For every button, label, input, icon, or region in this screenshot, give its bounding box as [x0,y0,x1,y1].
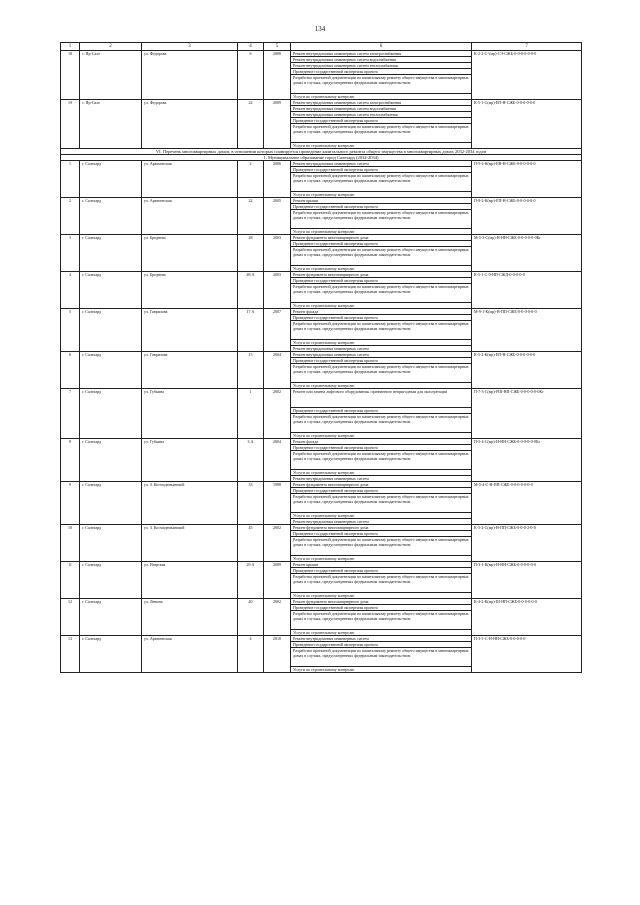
work-type-cell: Ремонт крыши [291,198,472,204]
settlement-cell: г. Салехард [80,636,142,673]
settlement-cell: г. Салехард [80,482,142,525]
house-number-cell: 48 А [238,272,264,309]
work-type-cell: Ремонт внутридомовых инженерных систем теплоснабжения [291,63,472,69]
house-code-cell: М-9-1-К(мр)-Н-ПП-СЖБ-0-0-0-0-0-0 [472,309,582,352]
section-title-row-cell: VI. Перечень многоквартирных домов, в отношении которых планируется проведение капитального ремонта общего имущества в многоквартирных домах 2032-2034 годов [61,149,582,155]
house-code-cell: М-5-3-С(мр)-Н-НН-СЖБ-0-0-0-0-0-0Кг [472,235,582,272]
table-body [61,43,582,673]
house-number-cell: 1 [238,389,264,439]
house-number-cell: 24 [238,100,264,149]
work-type-cell: Разработка проектной документации по капитальному ремонту общего имущества в многоквартирных домах в случаях, предусмотренных федеральным законодательством [291,648,472,667]
house-number-cell: 6 [238,51,264,100]
work-type-cell: Услуги по строительному контролю [291,630,472,636]
row-number-cell: 10 [61,525,80,562]
street-cell: ул. Игарская [142,562,238,599]
subsection-title-row-cell: 1. Муниципальное образование город Салехард (2032-2034) [61,155,582,161]
street-cell: ул. З. Космодемьянской [142,482,238,525]
work-type-cell: Услуги по строительному контролю [291,383,472,389]
house-number-cell: 45 [238,525,264,562]
house-number-cell: 4 [238,636,264,673]
work-type-cell: Услуги по строительному контролю [291,433,472,439]
row-number-cell: 1 [61,161,80,198]
house-code-cell: П-7-3-С(мр)-РШ-НП-СЖБ-0-0-0-0-0-0Кг [472,389,582,439]
street-cell: ул. Арктическая [142,198,238,235]
street-cell: ул. Гаврилова [142,309,238,352]
row-number-cell: 18 [61,51,80,100]
row-number-cell: 19 [61,100,80,149]
house-code-cell: К-4-2-К(мр)-Ш-НП-СЖБ-0-0-0-0-0-0 [472,599,582,636]
year-cell: 2007 [264,309,291,352]
house-number-cell: 15 [238,352,264,389]
work-type-cell: Ремонт фундамента многоквартирного дома [291,272,472,278]
work-type-cell: Ремонт внутридомовых инженерных систем [291,476,472,482]
work-type-cell: Проведение государственной экспертизы проекта [291,642,472,648]
work-type-cell: Услуги по строительному контролю [291,513,472,519]
work-type-cell: Проведение государственной экспертизы проекта [291,167,472,173]
house-code-cell: П-5-4-С(мр)-Н-НН-СЖБ-0-0-0-0-0-0Кг [472,439,582,482]
house-code-cell: К-5-2-К(мр)-ЕП-Н-СЖБ-0-0-0-0-0-0 [472,352,582,389]
work-type-cell: Услуги по строительному контролю [291,593,472,599]
year-cell: 2006 [264,161,291,198]
column-number-row [61,43,582,51]
row-number-cell: 2 [61,198,80,235]
row-number-cell: 6 [61,352,80,389]
work-type-cell: Ремонт внутридомовых инженерных систем электроснабжения [291,100,472,106]
house-code-cell: П-3-1-С-Н-НН-СЖБ-0-0-0-0-0 [472,636,582,673]
year-cell: 2002 [264,389,291,439]
work-type-cell: Проведение государственной экспертизы проекта [291,204,472,210]
street-cell: ул. Федорова [142,51,238,100]
work-type-cell: Разработка проектной документации по капитальному ремонту общего имущества в многоквартирных домах в случаях, предусмотренных федеральным законодательством [291,537,472,556]
work-type-cell: Ремонт внутридомовых инженерных систем электроснабжения [291,51,472,57]
column-header: 6 [291,43,472,51]
work-type-cell: Разработка проектной документации по капитальному ремонту общего имущества в многоквартирных домах в случаях, предусмотренных федеральным законодательством [291,451,472,470]
work-type-cell: Проведение государственной экспертизы проекта [291,315,472,321]
table-row [61,636,582,642]
house-number-cell: 3 А [238,439,264,482]
table-row [61,51,582,57]
work-type-cell: Разработка проектной документации по капитальному ремонту общего имущества в многоквартирных домах в случаях, предусмотренных федеральным законодательством [291,210,472,229]
work-type-cell: Проведение государственной экспертизы проекта [291,278,472,284]
house-number-cell: 22 [238,198,264,235]
year-cell: 2003 [264,272,291,309]
row-number-cell: 3 [61,235,80,272]
work-type-cell: Проведение государственной экспертизы проекта [291,488,472,494]
house-code-cell: К-2-2-С^(мр)-СЭ-СЖБ-0-0-0-0-0-0-0 [472,51,582,100]
table-row [61,272,582,278]
settlement-cell: г. Салехард [80,599,142,636]
work-type-cell: Услуги по строительному контролю [291,266,472,272]
column-header: 5 [264,43,291,51]
house-code-cell: К-5-1-С-0-НП-СЖД-0-0-0-0-0 [472,272,582,309]
table-row [61,100,582,106]
work-type-cell: Услуги по строительному контролю [291,470,472,476]
work-type-cell: Разработка проектной документации по капитальному ремонту общего имущества в многоквартирных домах в случаях, предусмотренных федеральным законодательством [291,124,472,143]
work-type-cell: Разработка проектной документации по капитальному ремонту общего имущества в многоквартирных домах в случаях, предусмотренных федеральным законодательством [291,364,472,383]
street-cell: ул. Федорова [142,100,238,149]
work-type-cell: Ремонт внутридомовых инженерных систем водоснабжения [291,106,472,112]
table-row [61,352,582,358]
house-number-cell: 29 А [238,562,264,599]
street-cell: ул. Броднева [142,272,238,309]
work-type-cell: Проведение государственной экспертизы проекта [291,118,472,124]
settlement-cell: г. Салехард [80,525,142,562]
work-type-cell: Проведение государственной экспертизы проекта [291,531,472,537]
work-type-cell: Ремонт внутридомовых инженерных систем [291,519,472,525]
row-number-cell: 4 [61,272,80,309]
work-type-cell: Ремонт крыши [291,562,472,568]
settlement-cell: с. Яр-Сале [80,100,142,149]
year-cell: 2004 [264,439,291,482]
table-row [61,482,582,488]
house-code-cell: П-8-2-К(мр)-ЕП-Н-СЖБ-0-0-0-0-0-0 [472,198,582,235]
settlement-cell: г. Салехард [80,352,142,389]
work-type-cell: Ремонт фундамента многоквартирного дома [291,235,472,241]
year-cell: 2002 [264,599,291,636]
row-number-cell: 11 [61,562,80,599]
work-type-cell: Проведение государственной экспертизы проекта [291,241,472,247]
table-row [61,389,582,408]
work-type-cell: Ремонт фасада [291,439,472,445]
street-cell: ул. Арктическая [142,636,238,673]
work-type-cell: Ремонт внутридомовых инженерных систем теплоснабжения [291,112,472,118]
year-cell: 2009 [264,100,291,149]
column-header: 4 [238,43,264,51]
house-number-cell: 17 А [238,309,264,352]
settlement-cell: с. Яр-Сале [80,51,142,100]
work-type-cell: Разработка проектной документации по капитальному ремонту общего имущества в многоквартирных домах в случаях, предусмотренных федеральным законодательством [291,321,472,340]
page-number: 134 [314,25,326,33]
year-cell: 2008 [264,51,291,100]
work-type-cell: Проведение государственной экспертизы проекта [291,408,472,414]
table-row [61,525,582,531]
street-cell: ул. Ленина [142,599,238,636]
house-code-cell: П-5-2-К(мр)-ЕН-Н-СЖБ-0-0-0-0-0-0 [472,161,582,198]
work-type-cell: Проведение государственной экспертизы проекта [291,605,472,611]
work-type-cell: Ремонт внутридомовых инженерных систем [291,636,472,642]
house-code-cell: М-5-4-С-Н-ПП-СЖБ-0-0-0-0-0-0-0 [472,482,582,525]
year-cell: 2002 [264,525,291,562]
capital-repair-table [60,42,582,673]
street-cell: ул. Арктическая [142,161,238,198]
table-row [61,599,582,605]
work-type-cell: Ремонт фундамента многоквартирного дома [291,525,472,531]
year-cell: 2005 [264,198,291,235]
work-type-cell: Проведение государственной экспертизы проекта [291,445,472,451]
work-type-cell: Ремонт фундамента многоквартирного дома [291,599,472,605]
house-number-cell: 40 [238,599,264,636]
house-code-cell: К-5-2-С(мр)-Н-ПП-СЖБ-0-0-0-2-0-0 [472,525,582,562]
work-type-cell: Разработка проектной документации по капитальному ремонту общего имущества в многоквартирных домах в случаях, предусмотренных федеральным законодательством [291,574,472,593]
street-cell: ул. З. Космодемьянской [142,525,238,562]
street-cell: ул. Гаврилова [142,352,238,389]
year-cell: 2010 [264,636,291,673]
work-type-cell: Услуги по строительному контролю [291,556,472,562]
work-type-cell: Ремонт внутридомовых инженерных систем [291,346,472,352]
work-type-cell: Разработка проектной документации по капитальному ремонту общего имущества в многоквартирных домах в случаях, предусмотренных федеральным законодательством [291,173,472,192]
work-type-cell: Разработка проектной документации по капитальному ремонту общего имущества в многоквартирных домах в случаях, предусмотренных федеральным законодательством [291,494,472,513]
column-header: 7 [472,43,582,51]
street-cell: ул. Губкина [142,389,238,439]
row-number-cell: 5 [61,309,80,352]
work-type-cell: Ремонт фундамента многоквартирного дома [291,482,472,488]
work-type-cell: Ремонт внутридомовых инженерных систем водоснабжения [291,57,472,63]
work-type-cell: Ремонт фасада [291,309,472,315]
column-header: 2 [80,43,142,51]
work-type-cell: Разработка проектной документации по капитальному ремонту общего имущества в многоквартирных домах в случаях, предусмотренных федеральным законодательством [291,611,472,630]
row-number-cell: 9 [61,482,80,525]
row-number-cell: 13 [61,636,80,673]
work-type-cell: Услуги по строительному контролю [291,303,472,309]
house-number-cell: 28 [238,235,264,272]
row-number-cell: 7 [61,389,80,439]
work-type-cell: Проведение государственной экспертизы проекта [291,568,472,574]
column-header: 1 [61,43,80,51]
house-code-cell: П-3-1-К(мр)-Н-НН-СЖБ-0-0-0-0-0-0 [472,562,582,599]
settlement-cell: г. Салехард [80,161,142,198]
row-number-cell: 8 [61,439,80,482]
work-type-cell: Разработка проектной документации по капитальному ремонту общего имущества в многоквартирных домах в случаях, предусмотренных федеральным законодательством [291,75,472,94]
year-cell: 2004 [264,352,291,389]
year-cell: 1998 [264,482,291,525]
work-type-cell: Услуги по строительному контролю [291,229,472,235]
street-cell: ул. Броднева [142,235,238,272]
house-number-cell: 2 [238,161,264,198]
column-header: 3 [142,43,238,51]
work-type-cell: Услуги по строительному контролю [291,192,472,198]
settlement-cell: г. Салехард [80,272,142,309]
work-type-cell: Услуги по строительному контролю [291,340,472,346]
settlement-cell: г. Салехард [80,235,142,272]
work-type-cell: Ремонт или замена лифтового оборудования, признанного непригодным для эксплуатации [291,389,472,408]
work-type-cell: Ремонт внутридомовых инженерных систем [291,352,472,358]
settlement-cell: г. Салехард [80,562,142,599]
work-type-cell: Ремонт внутридомовых инженерных систем [291,161,472,167]
settlement-cell: г. Салехард [80,309,142,352]
work-type-cell: Разработка проектной документации по капитальному ремонту общего имущества в многоквартирных домах в случаях, предусмотренных федеральным законодательством [291,247,472,266]
work-type-cell: Проведение государственной экспертизы проекта [291,69,472,75]
house-number-cell: 33 [238,482,264,525]
year-cell: 2003 [264,235,291,272]
settlement-cell: г. Салехард [80,389,142,439]
table-row [61,161,582,167]
work-type-cell: Услуги по строительному контролю [291,94,472,100]
street-cell: ул. Губкина [142,439,238,482]
work-type-cell: Услуги по строительному контролю [291,143,472,149]
house-code-cell: К-5-1-С(мр)-ЕП-Н-СЖБ-0-0-0-0-0-0 [472,100,582,149]
settlement-cell: г. Салехард [80,198,142,235]
work-type-cell: Разработка проектной документации по капитальному ремонту общего имущества в многоквартирных домах в случаях, предусмотренных федеральным законодательством [291,414,472,433]
work-type-cell: Проведение государственной экспертизы проекта [291,358,472,364]
work-type-cell: Разработка проектной документации по капитальному ремонту общего имущества в многоквартирных домах в случаях, предусмотренных федеральным законодательством [291,284,472,303]
year-cell: 2009 [264,562,291,599]
work-type-cell: Услуги по строительному контролю [291,667,472,673]
row-number-cell: 12 [61,599,80,636]
table-row [61,235,582,241]
settlement-cell: г. Салехард [80,439,142,482]
